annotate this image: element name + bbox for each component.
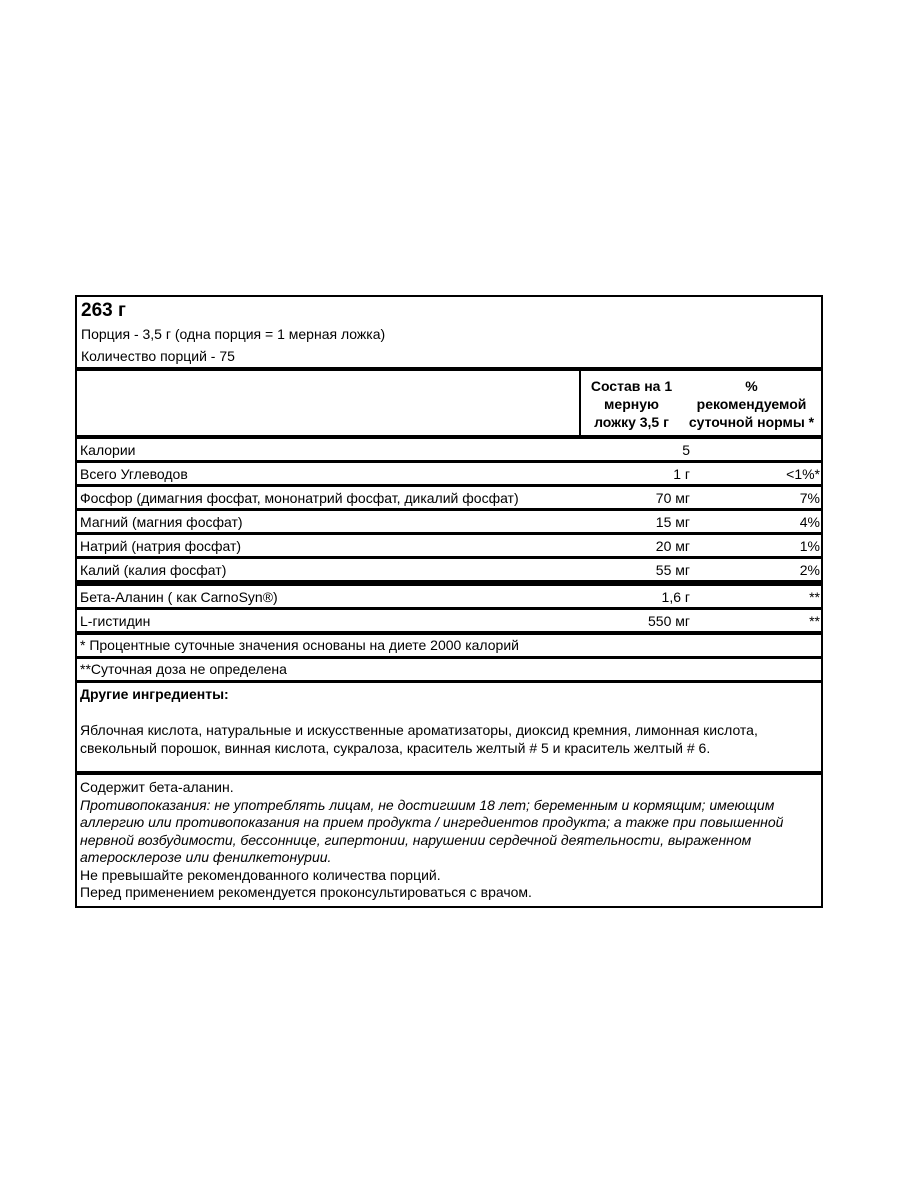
other-ingredients-heading: Другие ингредиенты:	[80, 686, 229, 702]
table-row: Калории 5	[80, 441, 690, 458]
table-row: Натрий (натрия фосфат) 20 мг 1%	[77, 532, 821, 556]
label-header	[77, 297, 821, 367]
contains-note: Содержит бета-аланин.	[80, 779, 234, 795]
name-column-header	[77, 371, 579, 435]
other-ingredients: Другие ингредиенты: Яблочная кислота, натуральные и искусственные ароматизаторы, диоксид кремния, лимонная кислота, свекольный порошок, винная кислота, сукралоза, краситель желтый # 5 и краситель желтый # 6.	[77, 680, 821, 771]
table-row: L-гистидин 550 мг **	[77, 607, 821, 631]
percent-column-header: % рекомендуемой суточной нормы *	[688, 378, 815, 430]
contraindications: Противопоказания: не употреблять лицам, не достигшим 18 лет; беременным и кормящим; имеющим аллергию или противопоказания на прием продукта / ингредиентов продукта; а также при повышенной нервной возбудимости, бессоннице, гипертонии, нарушении сердечной деятельности, выраженном атеросклерозе или фенилкетонурии.	[80, 796, 784, 865]
warnings	[77, 771, 821, 906]
column-headers	[77, 371, 821, 435]
extra-rows	[77, 586, 821, 631]
table-row: Бета-Аланин ( как CarnoSyn®) 1,6 г **	[80, 588, 820, 605]
dose-warning: Не превышайте рекомендованного количества порций.	[80, 866, 441, 883]
table-row: Магний (магния фосфат) 15 мг 4%	[77, 508, 821, 532]
table-row: Фосфор (димагния фосфат, мононатрий фосфат, дикалий фосфат) 70 мг 7%	[77, 484, 821, 508]
nutrient-rows	[77, 439, 821, 580]
table-row: Калий (калия фосфат) 55 мг 2%	[77, 556, 821, 580]
footnote-not-established: **Суточная доза не определена	[77, 656, 821, 680]
serving-size: Порция - 3,5 г (одна порция = 1 мерная ложка)	[81, 326, 386, 342]
amount-column-header: Состав на 1 мерную ложку 3,5 г	[579, 371, 682, 435]
net-weight: 263 г	[81, 300, 126, 321]
table-row: Всего Углеводов 1 г <1%*	[77, 460, 821, 484]
supplement-facts-label	[75, 295, 823, 908]
footnote-daily-value: * Процентные суточные значения основаны на диете 2000 калорий	[80, 637, 519, 653]
consult-note: Перед применением рекомендуется проконсультироваться с врачом.	[80, 884, 532, 900]
servings-count: Количество порций - 75	[81, 348, 235, 364]
